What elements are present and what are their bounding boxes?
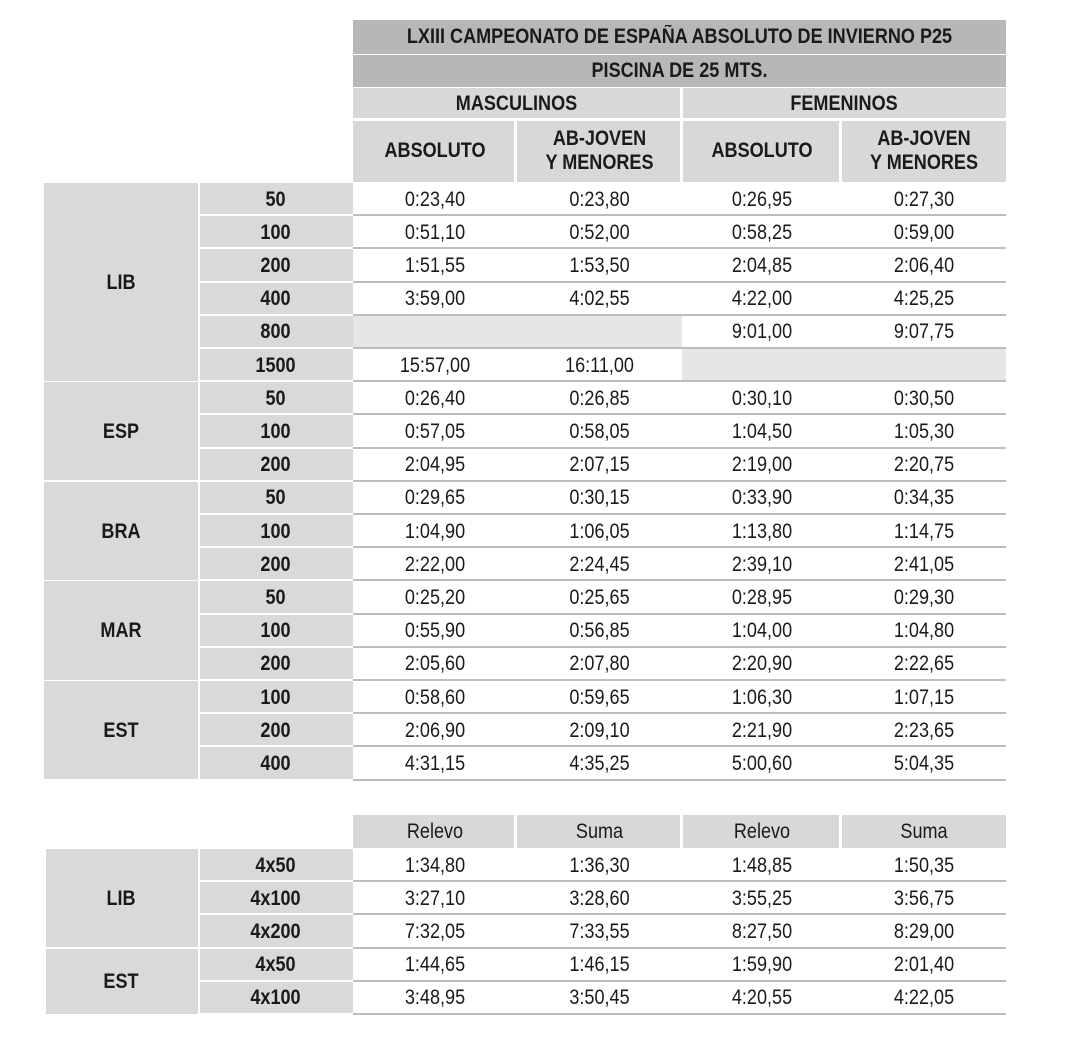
- distance-label: 50: [265, 486, 286, 510]
- time-value: 0:51,10: [404, 220, 466, 244]
- time-value: 0:30,50: [893, 386, 955, 410]
- column-divider: [680, 88, 683, 182]
- column-divider: [839, 121, 842, 182]
- time-value: 0:27,30: [893, 187, 955, 211]
- time-value: 2:22,65: [893, 652, 955, 676]
- time-value: 5:00,60: [731, 751, 793, 775]
- distance-label: 400: [260, 751, 291, 775]
- time-value: 1:04,90: [404, 519, 466, 543]
- time-value: 1:05,30: [893, 419, 955, 443]
- time-value: 1:04,50: [731, 419, 793, 443]
- time-value: 2:05,60: [404, 652, 466, 676]
- time-value: 0:52,00: [569, 220, 630, 244]
- relay-time-value: 1:34,80: [404, 853, 466, 877]
- distance-label: 400: [260, 287, 291, 311]
- time-value: 5:04,35: [893, 751, 955, 775]
- time-value: 0:29,30: [893, 585, 955, 609]
- time-value: 4:25,25: [893, 287, 955, 311]
- row-rule: [353, 779, 1006, 781]
- time-value: 0:30,10: [731, 386, 793, 410]
- time-value: 0:56,85: [569, 619, 630, 643]
- category-header: ABSOLUTO: [711, 139, 813, 162]
- time-value: 0:58,25: [731, 220, 793, 244]
- time-value: 1:53,50: [569, 253, 630, 277]
- distance-label: 200: [260, 453, 291, 477]
- relay-stroke-name: EST: [103, 969, 139, 993]
- relay-time-value: 7:33,55: [569, 919, 630, 943]
- time-value: 2:23,65: [893, 718, 955, 742]
- time-value: 0:26,85: [569, 386, 630, 410]
- time-value: 2:19,00: [731, 453, 793, 477]
- time-value: 9:01,00: [731, 320, 793, 344]
- relay-time-value: 3:56,75: [893, 886, 955, 910]
- time-value: 4:35,25: [569, 751, 630, 775]
- category-header: AB-JOVEN Y MENORES: [869, 127, 979, 174]
- distance-label: 200: [260, 552, 291, 576]
- group-femeninos: FEMENINOS: [790, 92, 898, 115]
- relay-distance-label: 4x100: [250, 986, 301, 1010]
- distance-label: 50: [265, 386, 286, 410]
- time-value: 2:06,40: [893, 253, 955, 277]
- relay-time-value: 1:36,30: [569, 853, 630, 877]
- column-divider: [514, 815, 517, 848]
- time-value: 0:23,80: [569, 187, 630, 211]
- time-value: 2:39,10: [731, 552, 793, 576]
- stroke-name: BRA: [101, 519, 141, 543]
- time-value: 2:24,45: [569, 552, 630, 576]
- distance-label: 1500: [255, 353, 296, 377]
- category-header: AB-JOVEN Y MENORES: [545, 127, 654, 174]
- relay-column-header: Relevo: [733, 819, 791, 843]
- time-value: 0:28,95: [731, 585, 793, 609]
- distance-label: 100: [260, 519, 291, 543]
- distance-label: 800: [260, 320, 291, 344]
- distance-label: 200: [260, 253, 291, 277]
- distance-label: 200: [260, 718, 291, 742]
- stroke-divider: [44, 779, 353, 782]
- time-value: 1:14,75: [893, 519, 955, 543]
- relay-distance-label: 4x200: [250, 919, 301, 943]
- time-value: 0:26,95: [731, 187, 793, 211]
- time-value: 2:07,15: [569, 453, 630, 477]
- relay-column-header: Suma: [900, 819, 948, 843]
- distance-label: 50: [265, 585, 286, 609]
- relay-column-header: Relevo: [406, 819, 464, 843]
- distance-label: 100: [260, 419, 291, 443]
- relay-time-value: 8:29,00: [893, 919, 955, 943]
- relay-time-value: 7:32,05: [404, 919, 466, 943]
- relay-time-value: 1:59,90: [731, 953, 793, 977]
- relay-time-value: 1:48,85: [731, 853, 793, 877]
- time-value: 2:04,95: [404, 453, 466, 477]
- time-value: 0:26,40: [404, 386, 466, 410]
- time-value: 2:22,00: [404, 552, 466, 576]
- time-value: 1:51,55: [404, 253, 466, 277]
- time-value: 3:59,00: [404, 287, 466, 311]
- time-value: 0:59,00: [893, 220, 955, 244]
- time-value: 0:23,40: [404, 187, 466, 211]
- stroke-name: LIB: [106, 270, 136, 294]
- relay-divider: [44, 1014, 353, 1017]
- distance-label: 100: [260, 685, 291, 709]
- time-value: 1:04,00: [731, 619, 793, 643]
- relay-distance-label: 4x50: [255, 853, 296, 877]
- time-value: 0:55,90: [404, 619, 466, 643]
- time-value: 15:57,00: [399, 353, 471, 377]
- time-value: 2:09,10: [569, 718, 630, 742]
- relay-distance-label: 4x100: [250, 886, 301, 910]
- group-masculinos: MASCULINOS: [455, 92, 578, 115]
- time-value: 1:07,15: [893, 685, 955, 709]
- relay-time-value: 2:01,40: [893, 953, 955, 977]
- distance-label: 50: [265, 187, 286, 211]
- distance-label: 100: [260, 220, 291, 244]
- time-value: 16:11,00: [565, 353, 634, 377]
- category-header: ABSOLUTO: [384, 139, 486, 162]
- time-value: 0:58,05: [569, 419, 630, 443]
- stroke-name: ESP: [102, 419, 140, 443]
- time-value: 4:02,55: [569, 287, 630, 311]
- row-rule: [353, 1013, 1006, 1015]
- page-title: LXIII CAMPEONATO DE ESPAÑA ABSOLUTO DE INVIERNO P25: [406, 25, 953, 48]
- time-value: 4:31,15: [404, 751, 466, 775]
- time-value: 1:04,80: [893, 619, 955, 643]
- empty-cell: [353, 316, 682, 348]
- column-divider: [680, 815, 683, 848]
- time-value: 1:06,05: [569, 519, 630, 543]
- time-value: 2:04,85: [731, 253, 793, 277]
- relay-time-value: 3:55,25: [731, 886, 793, 910]
- stroke-name: EST: [103, 718, 139, 742]
- relay-stroke-name: LIB: [106, 886, 136, 910]
- time-value: 0:30,15: [569, 486, 630, 510]
- time-value: 2:41,05: [893, 552, 955, 576]
- time-value: 0:25,20: [404, 585, 466, 609]
- relay-time-value: 4:22,05: [893, 986, 955, 1010]
- relay-time-value: 1:44,65: [404, 953, 466, 977]
- time-value: 0:25,65: [569, 585, 630, 609]
- relay-time-value: 3:50,45: [569, 986, 630, 1010]
- time-value: 0:33,90: [731, 486, 793, 510]
- column-divider: [514, 121, 517, 182]
- stroke-name: MAR: [100, 619, 142, 643]
- time-value: 1:13,80: [731, 519, 793, 543]
- time-value: 9:07,75: [893, 320, 955, 344]
- time-value: 4:22,00: [731, 287, 793, 311]
- relay-time-value: 3:28,60: [569, 886, 630, 910]
- relay-time-value: 8:27,50: [731, 919, 793, 943]
- time-value: 2:06,90: [404, 718, 466, 742]
- relay-time-value: 1:46,15: [569, 953, 630, 977]
- empty-cell: [682, 349, 1006, 381]
- relay-column-header: Suma: [575, 819, 624, 843]
- distance-label: 100: [260, 619, 291, 643]
- time-value: 0:34,35: [893, 486, 955, 510]
- relay-time-value: 3:48,95: [404, 986, 466, 1010]
- relay-time-value: 4:20,55: [731, 986, 793, 1010]
- time-value: 2:21,90: [731, 718, 793, 742]
- time-value: 0:58,60: [404, 685, 466, 709]
- relay-time-value: 1:50,35: [893, 853, 955, 877]
- pool-subtitle: PISCINA DE 25 MTS.: [591, 59, 768, 82]
- time-value: 2:20,75: [893, 453, 955, 477]
- column-divider: [839, 815, 842, 848]
- distance-label: 200: [260, 652, 291, 676]
- relay-distance-label: 4x50: [255, 953, 296, 977]
- relay-time-value: 3:27,10: [404, 886, 466, 910]
- time-value: 0:59,65: [569, 685, 630, 709]
- time-value: 2:20,90: [731, 652, 793, 676]
- time-value: 1:06,30: [731, 685, 793, 709]
- time-value: 0:57,05: [404, 419, 466, 443]
- time-value: 0:29,65: [404, 486, 466, 510]
- time-value: 2:07,80: [569, 652, 630, 676]
